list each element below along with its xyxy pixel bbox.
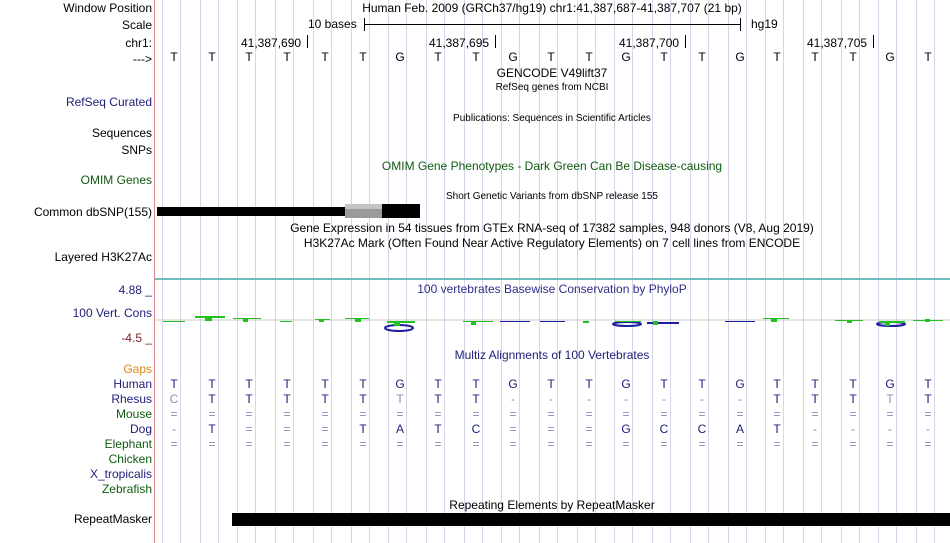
guide-line bbox=[351, 0, 352, 543]
alignment-cell: = bbox=[698, 407, 706, 421]
alignment-cell: = bbox=[434, 407, 442, 421]
alignment-cell: T bbox=[660, 377, 668, 391]
gencode-track-title[interactable]: GENCODE V49lift37 bbox=[496, 66, 608, 80]
alignment-cell: T bbox=[208, 422, 216, 436]
alignment-cell: T bbox=[849, 392, 857, 406]
alignment-cell: - bbox=[813, 422, 817, 436]
alignment-cell: G bbox=[621, 377, 631, 391]
alignment-cell: = bbox=[359, 407, 367, 421]
base-letter: T bbox=[434, 50, 442, 64]
alignment-cell: - bbox=[549, 392, 553, 406]
sequences-track-label[interactable]: Sequences bbox=[91, 126, 152, 140]
guide-line bbox=[218, 0, 219, 543]
base-letter: T bbox=[359, 50, 367, 64]
base-letter: G bbox=[735, 50, 745, 64]
guide-line bbox=[162, 0, 163, 543]
alignment-cell: A bbox=[735, 422, 744, 436]
alignment-cell: T bbox=[698, 377, 706, 391]
guide-line bbox=[464, 0, 465, 543]
alignment-cell: = bbox=[773, 407, 781, 421]
gtex-track-title[interactable]: Gene Expression in 54 tissues from GTEx RNA-seq of 17382 samples, 948 donors (V8, Aug 2019) bbox=[290, 221, 814, 235]
species-label[interactable]: X_tropicalis bbox=[89, 467, 152, 481]
guide-line bbox=[388, 0, 389, 543]
alignment-cell: T bbox=[245, 392, 253, 406]
alignment-cell: = bbox=[245, 422, 253, 436]
alignment-cell: = bbox=[585, 407, 593, 421]
refseq-curated-label[interactable]: RefSeq Curated bbox=[65, 95, 152, 109]
track-divider bbox=[155, 278, 950, 280]
base-letter: T bbox=[811, 50, 819, 64]
base-letter: G bbox=[885, 50, 895, 64]
base-letter: T bbox=[849, 50, 857, 64]
alignment-cell: = bbox=[245, 437, 253, 451]
alignment-cell: = bbox=[660, 437, 668, 451]
alignment-cell: T bbox=[359, 377, 367, 391]
alignment-cell: = bbox=[472, 407, 480, 421]
base-letter: G bbox=[395, 50, 405, 64]
guide-line bbox=[632, 0, 633, 543]
alignment-cell: = bbox=[283, 437, 291, 451]
alignment-cell: = bbox=[622, 437, 630, 451]
guide-line bbox=[180, 0, 181, 543]
alignment-cell: = bbox=[396, 437, 404, 451]
gaps-label[interactable]: Gaps bbox=[123, 362, 152, 376]
alignment-cell: = bbox=[660, 407, 668, 421]
alignment-cell: = bbox=[811, 407, 819, 421]
alignment-cell: = bbox=[585, 422, 593, 436]
alignment-cell: - bbox=[662, 392, 666, 406]
ruler-tick-mark-2 bbox=[495, 35, 496, 48]
guide-line bbox=[369, 0, 370, 543]
base-letter: T bbox=[283, 50, 291, 64]
alignment-cell: G bbox=[395, 377, 405, 391]
alignment-cell: T bbox=[208, 392, 216, 406]
alignment-cell: C bbox=[471, 422, 481, 436]
species-label[interactable]: Elephant bbox=[104, 437, 152, 451]
snps-track-label[interactable]: SNPs bbox=[121, 143, 152, 157]
ruler-tick-3: 41,387,700 bbox=[619, 36, 680, 50]
guide-line bbox=[934, 0, 935, 543]
alignment-cell: T bbox=[811, 377, 819, 391]
alignment-cell: = bbox=[886, 407, 894, 421]
guide-line bbox=[746, 0, 747, 543]
assembly-label: hg19 bbox=[751, 17, 778, 31]
omim-track-title[interactable]: OMIM Gene Phenotypes - Dark Green Can Be Disease-causing bbox=[381, 159, 723, 173]
alignment-cell: - bbox=[624, 392, 628, 406]
h3k27ac-track-title[interactable]: H3K27Ac Mark (Often Found Near Active Regulatory Elements) on 7 cell lines from ENCODE bbox=[303, 236, 801, 250]
alignment-cell: = bbox=[811, 437, 819, 451]
alignment-cell: - bbox=[738, 392, 742, 406]
ruler-tick-mark-1 bbox=[307, 35, 308, 48]
alignment-cell: T bbox=[359, 422, 367, 436]
conservation-wiggle-plot[interactable] bbox=[155, 312, 950, 334]
guide-line bbox=[444, 0, 445, 543]
guide-line bbox=[878, 0, 879, 543]
alignment-cell: T bbox=[434, 377, 442, 391]
chrom-label: chr1: bbox=[125, 36, 152, 50]
scale-bar-right-tick bbox=[740, 18, 741, 31]
guide-line bbox=[765, 0, 766, 543]
alignment-cell: = bbox=[321, 407, 329, 421]
guide-line bbox=[859, 0, 860, 543]
base-letter: T bbox=[245, 50, 253, 64]
dbsnp-track-title[interactable]: Short Genetic Variants from dbSNP release 155 bbox=[446, 191, 658, 202]
base-letter: T bbox=[170, 50, 178, 64]
alignment-cell: = bbox=[547, 437, 555, 451]
alignment-cell: T bbox=[886, 392, 894, 406]
alignment-cell: = bbox=[849, 407, 857, 421]
alignment-cell: = bbox=[924, 407, 932, 421]
alignment-cell: T bbox=[283, 377, 291, 391]
alignment-cell: C bbox=[169, 392, 179, 406]
base-letter: G bbox=[621, 50, 631, 64]
base-letter: T bbox=[472, 50, 480, 64]
repeatmasker-label[interactable]: RepeatMasker bbox=[73, 512, 152, 526]
ruler-tick-mark-4 bbox=[873, 35, 874, 48]
alignment-cell: = bbox=[359, 437, 367, 451]
scale-bar-left-tick bbox=[364, 18, 365, 31]
guide-line bbox=[275, 0, 276, 543]
alignment-cell: G bbox=[885, 377, 895, 391]
alignment-cell: = bbox=[736, 437, 744, 451]
species-label[interactable]: Mouse bbox=[115, 407, 152, 421]
dbsnp-feature-bar-1[interactable] bbox=[157, 207, 345, 216]
base-letter: T bbox=[585, 50, 593, 64]
alignment-cell: = bbox=[283, 407, 291, 421]
guide-line bbox=[614, 0, 615, 543]
alignment-cell: G bbox=[508, 377, 518, 391]
alignment-cell: = bbox=[585, 437, 593, 451]
window-position-label: Window Position bbox=[63, 1, 152, 15]
cons-min-label: -4.5 _ bbox=[121, 331, 152, 345]
alignment-cell: - bbox=[926, 422, 930, 436]
guide-line bbox=[293, 0, 294, 543]
guide-line bbox=[313, 0, 314, 543]
guide-line bbox=[896, 0, 897, 543]
alignment-cell: T bbox=[773, 422, 781, 436]
species-label[interactable]: Dog bbox=[129, 422, 152, 436]
alignment-cell: T bbox=[283, 392, 291, 406]
alignment-cell: T bbox=[585, 377, 593, 391]
guide-line bbox=[406, 0, 407, 543]
alignment-cell: = bbox=[736, 407, 744, 421]
alignment-cell: = bbox=[849, 437, 857, 451]
alignment-cell: T bbox=[321, 377, 329, 391]
alignment-cell: = bbox=[773, 437, 781, 451]
base-letter: G bbox=[508, 50, 518, 64]
guide-line bbox=[426, 0, 427, 543]
repeatmasker-track-title[interactable]: Repeating Elements by RepeatMasker bbox=[449, 498, 655, 512]
alignment-cell: = bbox=[283, 422, 291, 436]
guide-line bbox=[841, 0, 842, 543]
window-position-text: Human Feb. 2009 (GRCh37/hg19) chr1:41,387,687-41,387,707 (21 bp) bbox=[362, 1, 742, 15]
guide-line bbox=[331, 0, 332, 543]
alignment-cell: G bbox=[621, 422, 631, 436]
alignment-cell: T bbox=[359, 392, 367, 406]
base-letter: T bbox=[660, 50, 668, 64]
vert-cons-label[interactable]: 100 Vert. Cons bbox=[72, 306, 152, 320]
alignment-cell: T bbox=[208, 377, 216, 391]
alignment-cell: C bbox=[697, 422, 707, 436]
ruler-tick-2: 41,387,695 bbox=[429, 36, 490, 50]
species-label[interactable]: Zebrafish bbox=[101, 482, 152, 496]
alignment-cell: = bbox=[698, 437, 706, 451]
alignment-cell: T bbox=[396, 392, 404, 406]
scale-label: Scale bbox=[121, 18, 152, 32]
alignment-cell: = bbox=[321, 422, 329, 436]
alignment-cell: T bbox=[547, 377, 555, 391]
alignment-cell: = bbox=[509, 407, 517, 421]
scale-bar bbox=[364, 24, 741, 25]
ruler-tick-1: 41,387,690 bbox=[241, 36, 302, 50]
alignment-cell: C bbox=[659, 422, 669, 436]
alignment-cell: T bbox=[245, 377, 253, 391]
alignment-cell: T bbox=[811, 392, 819, 406]
guide-line bbox=[482, 0, 483, 543]
alignment-cell: = bbox=[170, 407, 178, 421]
guide-line bbox=[728, 0, 729, 543]
species-label[interactable]: Human bbox=[113, 377, 152, 391]
alignment-cell: = bbox=[509, 422, 517, 436]
alignment-cell: = bbox=[208, 407, 216, 421]
alignment-cell: = bbox=[547, 407, 555, 421]
alignment-cell: - bbox=[851, 422, 855, 436]
alignment-cell: = bbox=[886, 437, 894, 451]
guide-line bbox=[783, 0, 784, 543]
alignment-cell: - bbox=[700, 392, 704, 406]
guide-line bbox=[200, 0, 201, 543]
guide-line bbox=[821, 0, 822, 543]
alignment-cell: A bbox=[395, 422, 404, 436]
base-letter: T bbox=[208, 50, 216, 64]
base-letter: T bbox=[547, 50, 555, 64]
strand-label: ---> bbox=[133, 52, 152, 66]
cons-max-label: 4.88 _ bbox=[118, 283, 152, 297]
guide-line bbox=[916, 0, 917, 543]
guide-line bbox=[255, 0, 256, 543]
species-label[interactable]: Chicken bbox=[108, 452, 152, 466]
species-label[interactable]: Rhesus bbox=[111, 392, 152, 406]
alignment-cell: T bbox=[773, 377, 781, 391]
alignment-cell: T bbox=[434, 392, 442, 406]
alignment-cell: = bbox=[924, 437, 932, 451]
alignment-cell: = bbox=[472, 437, 480, 451]
refseq-track-subtitle[interactable]: RefSeq genes from NCBI bbox=[495, 82, 609, 93]
label-sidebar-border bbox=[154, 0, 155, 543]
alignment-cell: = bbox=[622, 407, 630, 421]
alignment-cell: = bbox=[321, 437, 329, 451]
base-letter: T bbox=[698, 50, 706, 64]
common-dbsnp-label[interactable]: Common dbSNP(155) bbox=[33, 205, 152, 219]
alignment-cell: = bbox=[396, 407, 404, 421]
alignment-cell: = bbox=[434, 437, 442, 451]
base-letter: T bbox=[924, 50, 932, 64]
dbsnp-feature-bar-2[interactable] bbox=[382, 204, 420, 218]
alignment-cell: - bbox=[888, 422, 892, 436]
alignment-cell: T bbox=[321, 392, 329, 406]
alignment-cell: - bbox=[172, 422, 176, 436]
alignment-cell: T bbox=[434, 422, 442, 436]
base-letter: T bbox=[773, 50, 781, 64]
alignment-cell: T bbox=[472, 377, 480, 391]
alignment-cell: T bbox=[170, 377, 178, 391]
alignment-cell: T bbox=[924, 392, 932, 406]
dbsnp-feature-gray-light bbox=[345, 204, 382, 209]
guide-line bbox=[708, 0, 709, 543]
guide-line bbox=[670, 0, 671, 543]
publications-track-title[interactable]: Publications: Sequences in Scientific Articles bbox=[453, 113, 651, 124]
alignment-cell: - bbox=[511, 392, 515, 406]
alignment-cell: = bbox=[208, 437, 216, 451]
layered-h3k27ac-label[interactable]: Layered H3K27Ac bbox=[54, 250, 152, 264]
alignment-cell: T bbox=[773, 392, 781, 406]
alignment-cell: = bbox=[245, 407, 253, 421]
alignment-cell: = bbox=[170, 437, 178, 451]
ruler-tick-4: 41,387,705 bbox=[807, 36, 868, 50]
guide-line bbox=[803, 0, 804, 543]
ruler-tick-mark-3 bbox=[685, 35, 686, 48]
repeatmasker-feature-bar[interactable] bbox=[232, 513, 950, 526]
conservation-track-title[interactable]: 100 vertebrates Basewise Conservation by PhyloP bbox=[417, 282, 687, 296]
multiz-track-title[interactable]: Multiz Alignments of 100 Vertebrates bbox=[454, 348, 650, 362]
alignment-cell: = bbox=[547, 422, 555, 436]
alignment-cell: G bbox=[735, 377, 745, 391]
guide-line bbox=[237, 0, 238, 543]
alignment-cell: T bbox=[472, 392, 480, 406]
scale-text: 10 bases bbox=[308, 17, 357, 31]
alignment-cell: T bbox=[849, 377, 857, 391]
guide-line bbox=[652, 0, 653, 543]
alignment-cell: - bbox=[587, 392, 591, 406]
omim-genes-label[interactable]: OMIM Genes bbox=[80, 173, 152, 187]
alignment-cell: T bbox=[924, 377, 932, 391]
alignment-cell: = bbox=[509, 437, 517, 451]
base-letter: T bbox=[321, 50, 329, 64]
guide-line bbox=[690, 0, 691, 543]
